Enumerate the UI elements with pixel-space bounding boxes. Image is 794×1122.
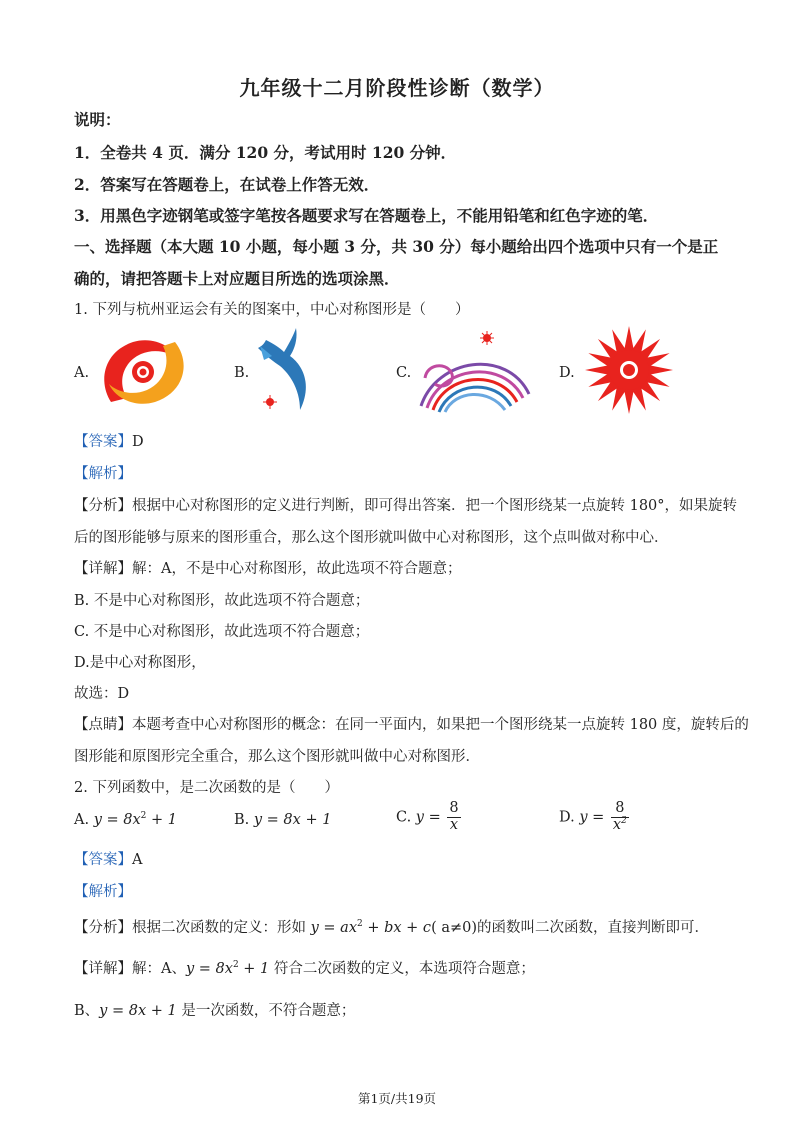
page-number-footer: 第1页/共19页	[357, 1091, 437, 1106]
question-1-stem: 1. 下列与杭州亚运会有关的图案中，中心对称图形是（ ）	[74, 302, 470, 318]
detail-b-post: 是一次函数，不符合题意；	[176, 1003, 356, 1019]
instruction-item: 2．答案写在答题卷上，在试卷上作答无效．	[74, 175, 380, 194]
answer-tag: 【答案】	[74, 852, 132, 868]
option-b-label: B.	[234, 365, 250, 381]
option-c-label: C.	[396, 809, 412, 826]
answer-value: D	[132, 434, 144, 450]
q1-fenxi-line-2: 后的图形能够与原来的图形重合，那么这个图形就叫做中心对称图形，这个点叫做对称中心．	[74, 530, 669, 546]
fraction-denominator: x	[449, 816, 459, 833]
option-a-rhs: + 1	[146, 812, 177, 828]
q1-detail-line-4: D.是中心对称图形，	[74, 655, 206, 671]
q1-comment-line	[74, 713, 749, 734]
q2-option-a	[74, 812, 177, 828]
detail-a-pre: 解：A、	[132, 961, 186, 977]
option-a-label: A.	[74, 365, 90, 381]
option-a-label: A.	[74, 812, 90, 828]
option-d-label: D.	[559, 809, 575, 826]
q2-detail-line-2	[74, 999, 355, 1020]
q1-detail-line-5: 故选：D	[74, 686, 130, 702]
q2-answer	[74, 848, 142, 869]
detail-text: 解：A，不是中心对称图形，故此选项不符合题意；	[132, 561, 462, 577]
q2-fenxi-line	[74, 916, 709, 937]
detail-a-lhs: y = 8x	[185, 961, 233, 977]
option-c-label: C.	[396, 365, 412, 381]
detail-tag: 【详解】	[74, 561, 132, 577]
fenxi-formula-exponent: 2	[357, 919, 363, 930]
analysis-tag: 【解析】	[74, 466, 132, 482]
q2-option-b	[234, 812, 331, 828]
option-d-lhs: y =	[579, 809, 605, 826]
option-d-fraction	[611, 801, 629, 834]
fraction-denominator	[611, 818, 629, 834]
option-a-lhs: y = 8x	[93, 812, 141, 828]
analysis-tag: 【解析】	[74, 884, 132, 900]
detail-a-post: 符合二次函数的定义，本选项符合题意；	[269, 961, 535, 977]
denominator-exponent: 2	[621, 816, 627, 827]
option-b-expr: y = 8x + 1	[253, 812, 332, 828]
fenxi-tag: 【分析】	[74, 498, 132, 514]
fenxi-text: 根据中心对称图形的定义进行判断，即可得出答案．把一个图形绕某一点旋转 180°，如果旋转	[132, 498, 738, 514]
fenxi-formula-rest: + bx + c	[362, 920, 432, 936]
option-a-exponent: 2	[140, 811, 147, 822]
denominator-base: x	[612, 816, 622, 833]
answer-tag: 【答案】	[74, 434, 132, 450]
option-b-label: B.	[234, 812, 250, 828]
q1-detail-line	[74, 557, 461, 578]
fraction-numerator: 8	[449, 800, 459, 816]
q1-comment-line-2: 图形能和原图形完全重合，那么这个图形就叫做中心对称图形．	[74, 749, 480, 765]
red-sun-emblem-icon	[583, 324, 675, 416]
section-heading-cont: 确的，请把答题卡上对应题目所选的选项涂黑．	[74, 269, 400, 288]
fenxi-text-pre: 根据二次函数的定义：形如	[132, 920, 311, 936]
detail-b-expr: y = 8x + 1	[99, 1003, 177, 1019]
detail-tag: 【详解】	[74, 961, 132, 977]
fenxi-condition: ( a≠0)	[431, 920, 478, 936]
instructions-heading: 说明：	[74, 110, 121, 129]
detail-a-rhs: + 1	[238, 961, 270, 977]
leaping-fish-emblem-icon	[254, 326, 324, 416]
detail-b-pre: B、	[74, 1003, 100, 1019]
instruction-item: 1．全卷共 4 页．满分 120 分，考试用时 120 分钟．	[74, 143, 457, 162]
answer-value: A	[132, 852, 143, 868]
dragon-swirl-emblem-icon	[93, 332, 193, 412]
q1-detail-line-3: C. 不是中心对称图形，故此选项不符合题意；	[74, 624, 370, 640]
q1-detail-line-2: B. 不是中心对称图形，故此选项不符合题意；	[74, 593, 370, 609]
fenxi-formula: y = ax	[310, 920, 357, 936]
q2-option-c	[396, 801, 463, 834]
option-c-lhs: y =	[415, 809, 441, 826]
fenxi-text-post: 的函数叫二次函数，直接判断即可．	[477, 920, 710, 936]
comment-text: 本题考查中心对称图形的概念：在同一平面内，如果把一个图形绕某一点旋转 180 度，旋转后的	[132, 717, 749, 733]
instruction-item: 3．用黑色字迹钢笔或签字笔按各题要求写在答题卷上，不能用铅笔和红色字迹的笔．	[74, 206, 659, 225]
option-d-label: D.	[559, 365, 575, 381]
detail-a-exponent: 2	[232, 960, 239, 971]
q2-option-d	[559, 801, 631, 834]
fenxi-tag: 【分析】	[74, 920, 132, 936]
q2-detail-line	[74, 957, 535, 978]
question-2-stem: 2. 下列函数中，是二次函数的是（ ）	[74, 780, 339, 796]
section-heading: 一、选择题（本大题 10 小题，每小题 3 分，共 30 分）每小题给出四个选项中只有一个是正	[74, 237, 719, 256]
option-c-fraction	[447, 801, 460, 834]
q1-answer	[74, 430, 144, 451]
fraction-numerator: 8	[611, 801, 629, 818]
rainbow-bridge-emblem-icon	[417, 328, 532, 413]
q1-fenxi-line	[74, 494, 737, 515]
page-title: 九年级十二月阶段性诊断（数学）	[239, 76, 555, 100]
comment-tag: 【点睛】	[74, 717, 132, 733]
